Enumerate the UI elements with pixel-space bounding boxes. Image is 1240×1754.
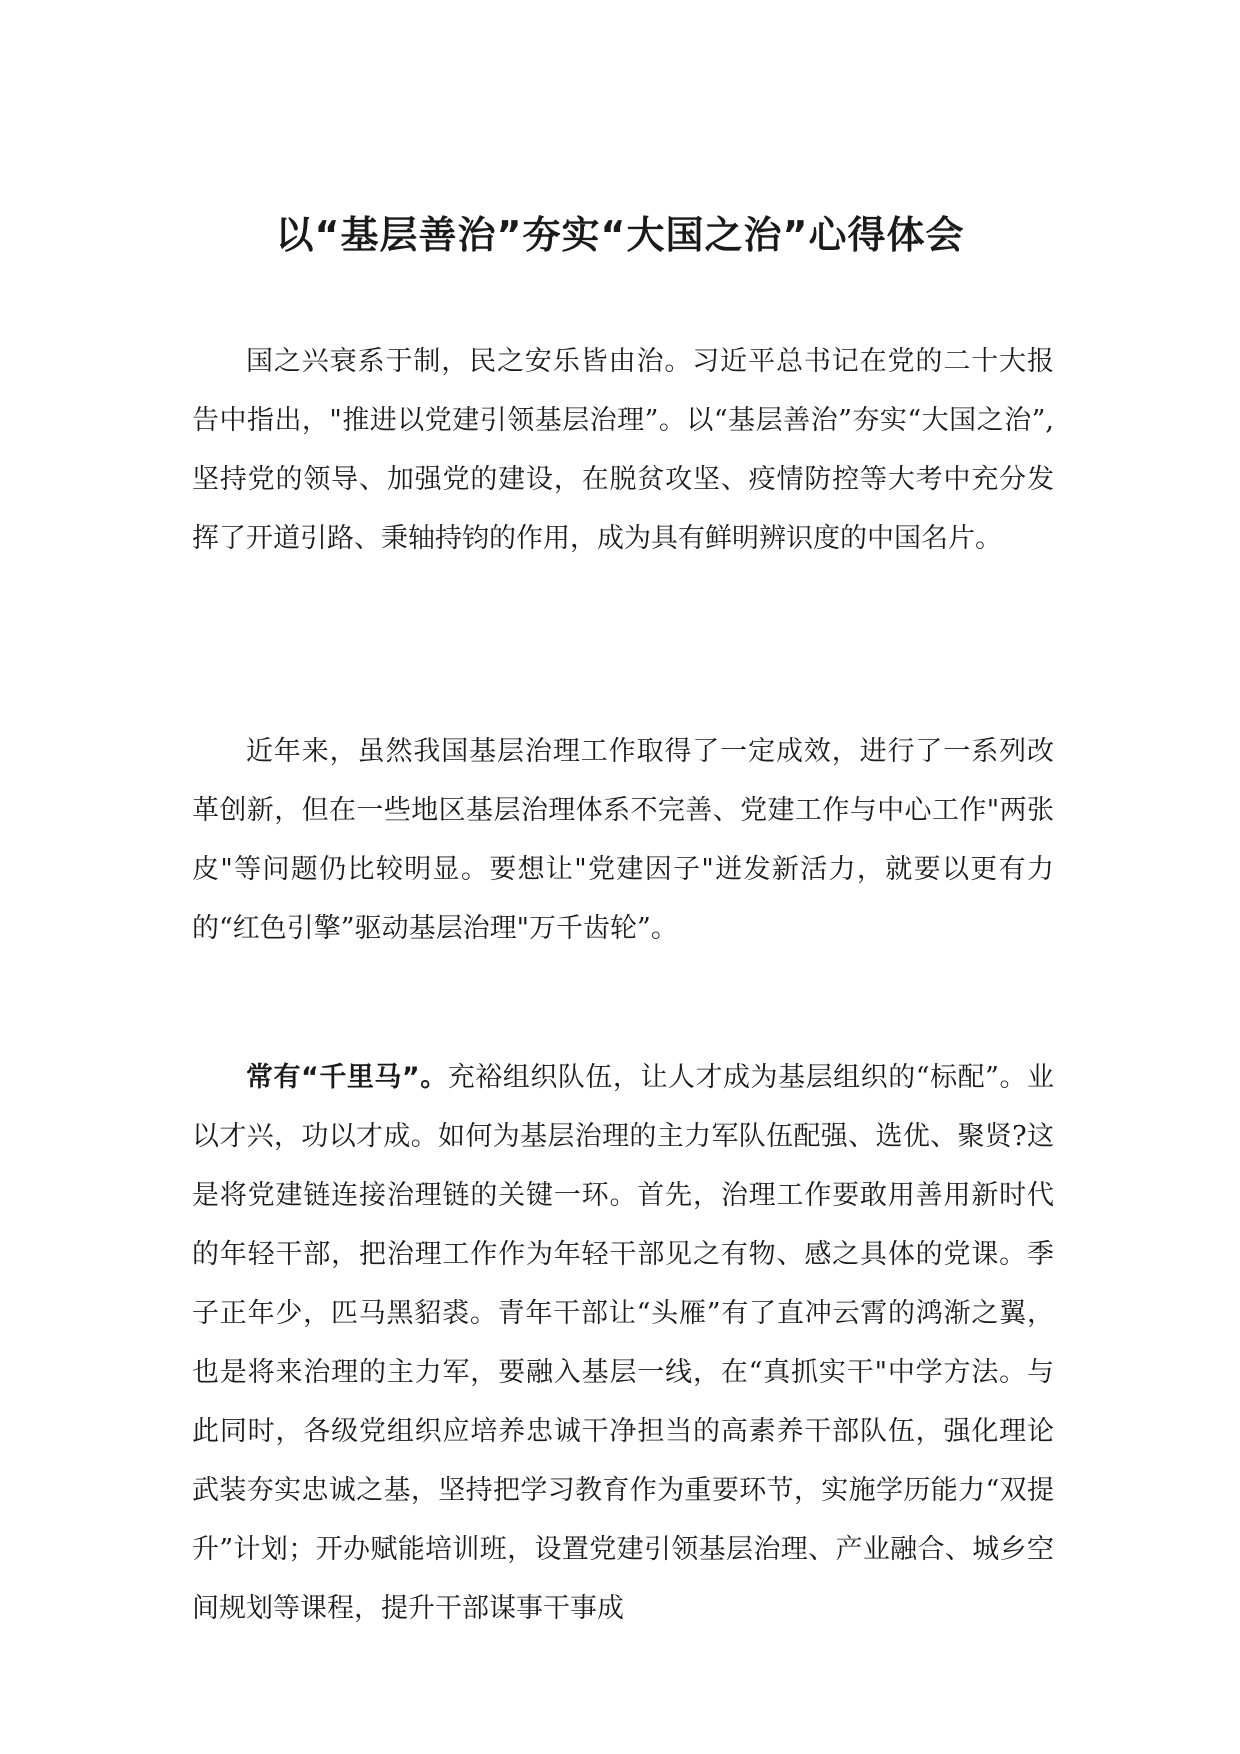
paragraph-background xyxy=(192,722,1054,958)
paragraph-text: 近年来，虽然我国基层治理工作取得了一定成效，进行了一系列改革创新，但在一些地区基层治理体系不完善、党建工作与中心工作"两张皮"等问题仍比较明显。要想让"党建因子"迸发新活力，就要以更有力的“红色引擎”驱动基层治理"万千齿轮”。 xyxy=(192,736,1054,944)
paragraph-text: 充裕组织队伍，让人才成为基层组织的“标配”。业以才兴，功以才成。如何为基层治理的主力军队伍配强、选优、聚贤?这是将党建链连接治理链的关键一环。首先，治理工作要敢用善用新时代的年轻干部，把治理工作作为年轻干部见之有物、感之具体的党课。季子正年少，匹马黑貂裘。青年干部让“头雁”有了直冲云霄的鸿渐之翼，也是将来治理的主力军，要融入基层一线，在“真抓实干"中学方法。与此同时，各级党组织应培养忠诚干净担当的高素养干部队伍，强化理论武装夯实忠诚之基，坚持把学习教育作为重要环节，实施学历能力“双提升”计划；开办赋能培训班，设置党建引领基层治理、产业融合、城乡空间规划等课程，提升干部谋事干事成 xyxy=(192,1062,1054,1624)
paragraph-intro xyxy=(192,332,1054,568)
paragraph-talent xyxy=(192,1048,1054,1638)
paragraph-lead: 常有“千里马”。 xyxy=(246,1062,448,1093)
paragraph-text: 国之兴衰系于制，民之安乐皆由治。习近平总书记在党的二十大报告中指出，"推进以党建引领基层治理”。以“基层善治”夯实“大国之治”,坚持党的领导、加强党的建设，在脱贫攻坚、疫情防控等大考中充分发挥了开道引路、秉轴持钧的作用，成为具有鲜明辨识度的中国名片。 xyxy=(192,346,1054,554)
document-title: 以“基层善治”夯实“大国之治”心得体会 xyxy=(275,213,965,257)
